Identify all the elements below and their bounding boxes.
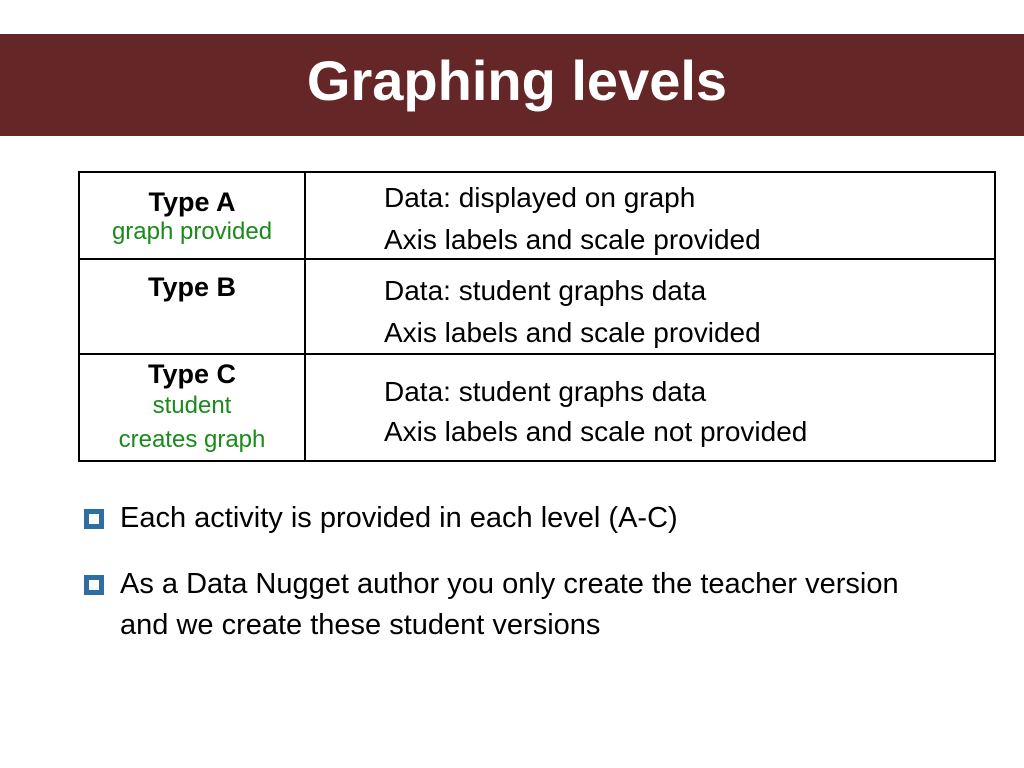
bullet-text: Each activity is provided in each level (A-C) — [120, 502, 678, 534]
square-bullet-icon — [84, 575, 104, 595]
table-row-type-b — [80, 260, 994, 355]
title-bar — [0, 34, 1024, 136]
description-line: Data: student graphs data — [384, 376, 707, 407]
bullet-text: As a Data Nugget author you only create the teacher version — [120, 568, 899, 600]
description-line: Data: student graphs data — [384, 275, 707, 306]
table-row-type-a — [80, 173, 994, 260]
bullet-text: and we create these student versions — [120, 609, 601, 641]
bullet-item — [84, 564, 1014, 646]
type-subtitle: student — [152, 392, 232, 419]
description-cell — [384, 372, 984, 477]
type-label: Type C — [147, 359, 236, 389]
bullet-list — [84, 498, 1014, 671]
type-label: Type B — [147, 272, 236, 302]
type-subtitle: creates graph — [118, 426, 266, 453]
description-line: Data: displayed on graph — [384, 182, 696, 213]
type-subtitle: graph provided — [111, 218, 273, 245]
description-cell — [384, 177, 984, 262]
description-line: Axis labels and scale provided — [384, 224, 761, 255]
type-cell — [80, 173, 306, 258]
slide-title: Graphing levels — [306, 48, 728, 112]
square-bullet-icon — [84, 509, 104, 529]
type-cell — [80, 355, 306, 460]
graphing-levels-table — [78, 171, 996, 462]
table-row-type-c — [80, 355, 994, 460]
type-cell — [80, 260, 306, 353]
description-line: Axis labels and scale not provided — [384, 416, 808, 447]
type-label: Type A — [148, 187, 236, 217]
description-cell — [384, 270, 984, 363]
bullet-item — [84, 498, 1014, 539]
description-line: Axis labels and scale provided — [384, 317, 761, 348]
